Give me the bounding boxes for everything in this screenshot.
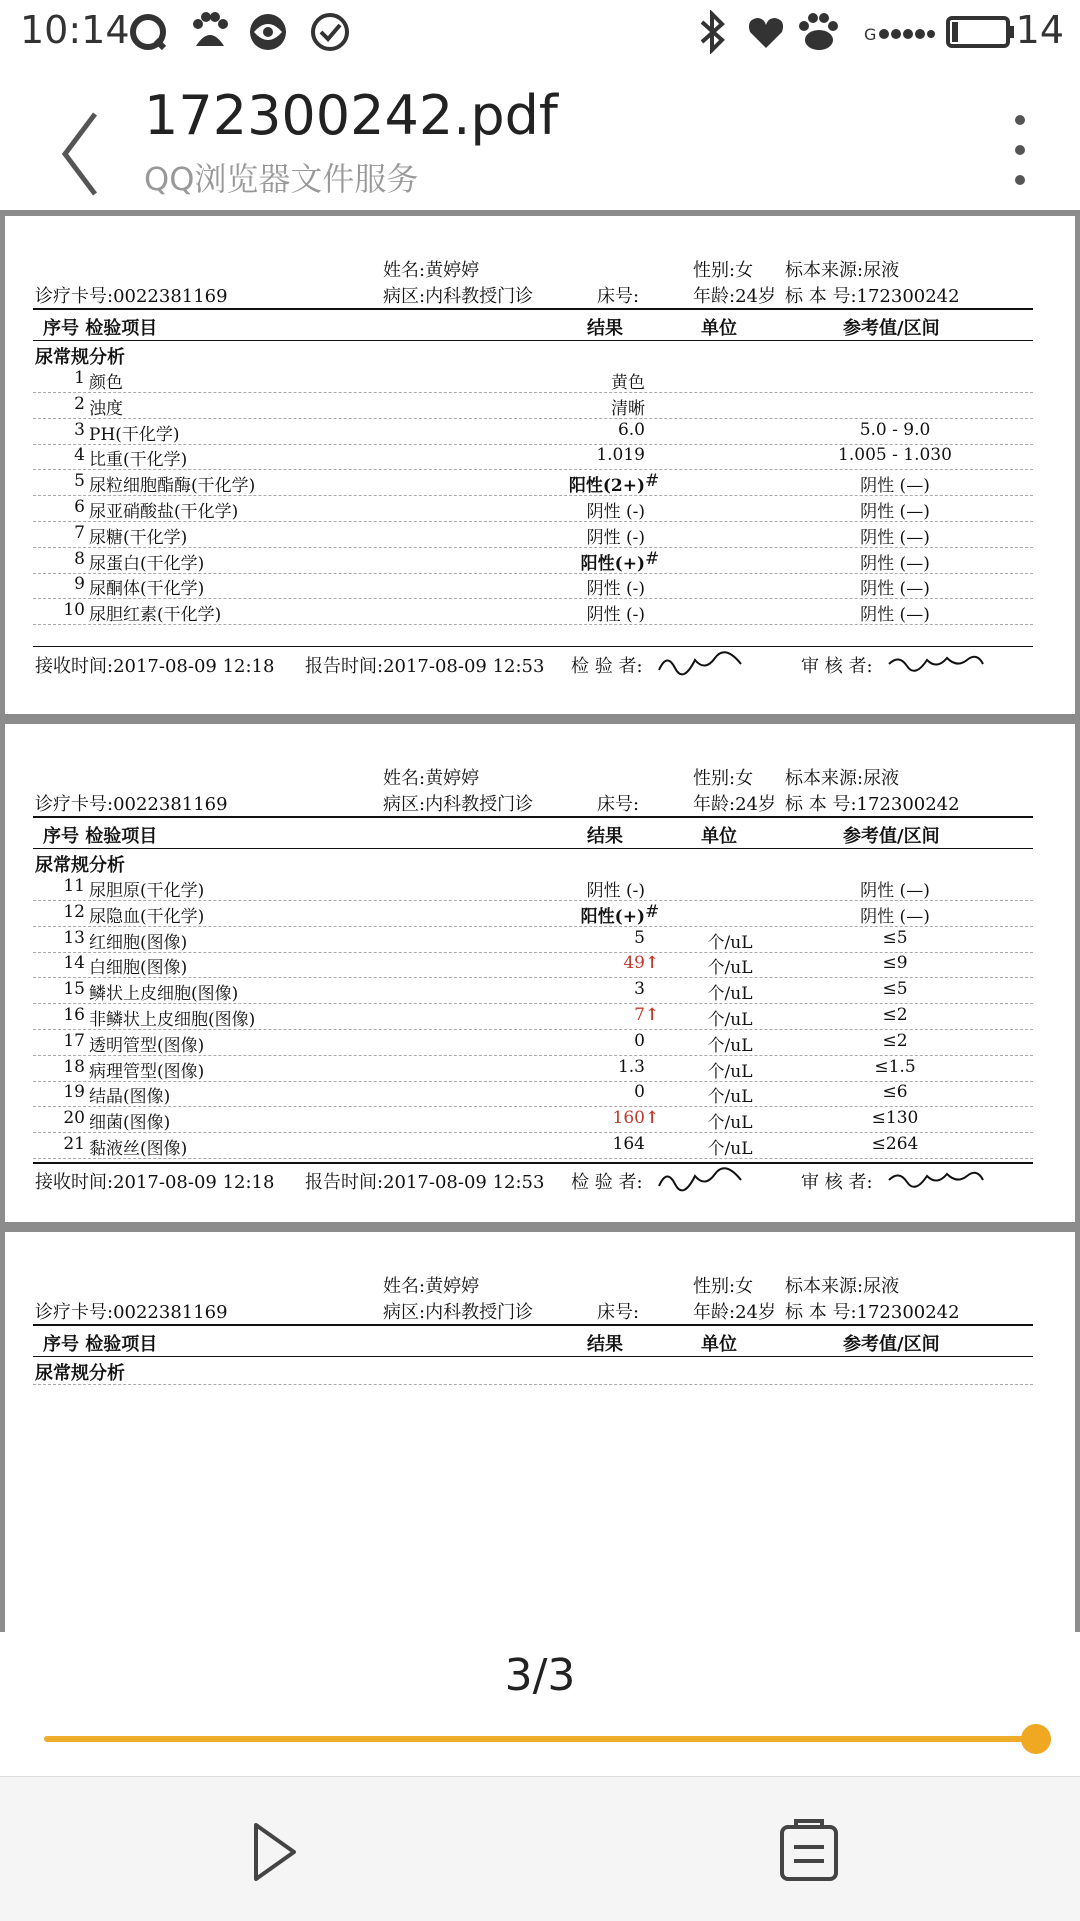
test-name: 透明管型(图像) [89,1035,205,1056]
patient-name: 姓名:黄婷婷 [383,260,480,281]
test-result: 阳性(2+) [568,476,645,497]
inspector-signature [655,650,745,676]
result-flag: ↑ [645,1005,660,1025]
test-result: 49 [623,953,645,974]
col-header-result: 结果 [587,318,623,339]
result-flag: # [645,471,660,492]
divider [33,1162,1033,1164]
specimen-source: 标本来源:尿液 [785,260,900,281]
section-title: 尿常规分析 [35,855,125,876]
test-result: 阴性 (-) [586,527,645,548]
result-row [5,1082,1075,1108]
test-result: 164 [612,1134,645,1154]
patient-age: 年龄:24岁 [693,286,776,307]
reviewer-label: 审 核 者: [801,1172,873,1193]
row-number: 18 [63,1056,85,1077]
row-number: 7 [74,522,85,543]
divider [33,816,1033,818]
test-unit: 个/uL [707,1035,753,1056]
back-icon[interactable] [50,104,110,204]
col-header-item: 序号 检验项目 [43,318,158,339]
test-result: 阳性(+) [580,553,645,574]
reference-range: ≤130 [871,1108,919,1129]
test-name: 尿酮体(干化学) [89,579,205,600]
row-number: 8 [74,548,85,569]
page-indicator: 3/3 [504,1650,576,1701]
col-header-unit: 单位 [701,318,737,339]
row-number: 3 [74,419,85,440]
test-name: 细菌(图像) [89,1113,171,1134]
page-slider-track[interactable] [44,1736,1036,1742]
result-flag: ↑ [645,1108,660,1129]
row-number: 15 [63,979,85,1000]
result-row [5,445,1075,471]
card-number: 诊疗卡号:0022381169 [35,1302,228,1323]
file-title: 172300242.pdf [144,84,558,147]
heart-icon [744,10,788,54]
reference-range: 阴性 (—) [860,881,930,901]
result-row [5,876,1075,902]
test-unit: 个/uL [707,1087,753,1108]
result-flag: ↑ [645,953,660,974]
test-unit: 个/uL [707,932,753,953]
test-name: 浊度 [89,398,123,419]
col-header-ref: 参考值/区间 [843,826,940,847]
section-title: 尿常规分析 [35,1363,125,1384]
patient-gender: 性别:女 [693,1276,754,1297]
inspector-signature [655,1166,745,1192]
reviewer-label: 审 核 者: [801,656,873,677]
page-indicator-panel [0,1632,1080,1776]
baidu-icon [188,10,232,54]
row-number: 21 [63,1134,85,1154]
result-row [5,574,1075,600]
ward: 病区:内科教授门诊 [383,1302,534,1323]
more-options-icon[interactable] [1000,102,1040,198]
reference-range: ≤2 [882,1030,908,1051]
divider [33,340,1033,341]
ward: 病区:内科教授门诊 [383,286,534,307]
bed-number: 床号: [597,794,640,815]
test-unit: 个/uL [707,1010,753,1030]
file-subtitle: QQ浏览器文件服务 [144,160,419,198]
row-number: 10 [63,600,85,621]
test-name: 尿亚硝酸盐(干化学) [89,502,239,522]
test-result: 阴性 (-) [586,579,645,600]
row-number: 11 [63,876,85,896]
ward: 病区:内科教授门诊 [383,794,534,815]
col-header-item: 序号 检验项目 [43,1334,158,1355]
col-header-result: 结果 [587,826,623,847]
paw-icon [796,10,846,54]
specimen-source: 标本来源:尿液 [785,768,900,789]
result-row [5,1057,1075,1083]
reviewer-signature [885,1166,985,1192]
test-name: 病理管型(图像) [89,1061,205,1082]
divider [33,308,1033,310]
result-row [5,497,1075,523]
page-slider-thumb[interactable] [1021,1724,1051,1754]
reported-time: 报告时间:2017-08-09 12:53 [305,1172,545,1193]
test-result: 0 [634,1082,645,1103]
test-name: PH(干化学) [89,424,180,445]
result-row [5,394,1075,420]
col-header-ref: 参考值/区间 [843,318,940,339]
test-result: 5 [634,927,645,948]
patient-gender: 性别:女 [693,260,754,281]
row-number: 14 [63,953,85,974]
result-flag: # [645,901,660,922]
result-row [5,549,1075,575]
result-row [5,979,1075,1005]
test-name: 尿糖(干化学) [89,527,188,548]
test-name: 尿粒细胞酯酶(干化学) [89,476,256,497]
specimen-source: 标本来源:尿液 [785,1276,900,1297]
row-number: 19 [63,1082,85,1103]
reference-range: ≤5 [882,927,908,948]
test-name: 白细胞(图像) [89,958,188,979]
patient-name: 姓名:黄婷婷 [383,768,480,789]
reference-range: 5.0 - 9.0 [859,419,931,440]
result-row [5,471,1075,497]
row-number: 6 [74,497,85,517]
result-row [5,1108,1075,1134]
row-number: 13 [63,927,85,948]
reference-range: 阴性 (—) [860,605,930,626]
row-number: 2 [74,393,85,414]
test-result: 阳性(+) [580,906,645,927]
reference-range: 阴性 (—) [860,527,930,548]
reference-range: 阴性 (—) [860,476,930,497]
result-flag: # [645,548,660,569]
result-row [5,600,1075,626]
reference-range: 阴性 (—) [860,906,930,927]
row-divider [33,1158,1033,1159]
check-circle-icon [308,10,352,54]
specimen-number: 标 本 号:172300242 [785,286,960,307]
browser-icon [246,10,290,54]
test-result: 0 [634,1030,645,1051]
row-number: 17 [63,1030,85,1051]
row-number: 1 [74,368,85,388]
test-result: 清晰 [611,398,645,419]
test-name: 黏液丝(图像) [89,1139,188,1159]
divider [33,646,1033,647]
result-row [5,368,1075,394]
result-row [5,1005,1075,1031]
reference-range: 阴性 (—) [860,579,930,600]
section-title: 尿常规分析 [35,347,125,368]
result-row [5,902,1075,928]
bed-number: 床号: [597,1302,640,1323]
test-name: 颜色 [89,373,123,393]
col-header-unit: 单位 [701,826,737,847]
reference-range: ≤264 [871,1134,919,1154]
bottom-toolbar [0,1776,1080,1921]
divider [33,1356,1033,1357]
bluetooth-icon [690,10,734,54]
test-result: 阴性 (-) [586,502,645,522]
test-result: 6.0 [617,419,645,440]
test-name: 尿胆红素(干化学) [89,605,222,626]
pdf-page-2 [5,724,1075,1222]
signal-icon [864,10,936,54]
reference-range: ≤1.5 [874,1056,916,1077]
reference-range: 阴性 (—) [860,502,930,522]
qq-icon [126,10,170,54]
test-unit: 个/uL [707,1139,753,1159]
test-result: 1.3 [617,1056,645,1077]
result-row [5,953,1075,979]
test-result: 1.019 [596,445,645,466]
test-name: 尿胆原(干化学) [89,881,205,901]
col-header-unit: 单位 [701,1334,737,1355]
specimen-number: 标 本 号:172300242 [785,1302,960,1323]
card-number: 诊疗卡号:0022381169 [35,794,228,815]
test-result: 阴性 (-) [586,881,645,901]
col-header-ref: 参考值/区间 [843,1334,940,1355]
test-result: 3 [634,979,645,1000]
test-name: 结晶(图像) [89,1087,171,1108]
reference-range: 阴性 (—) [860,553,930,574]
row-divider [33,1384,1033,1385]
test-unit: 个/uL [707,1061,753,1082]
reference-range: ≤5 [882,979,908,1000]
patient-age: 年龄:24岁 [693,794,776,815]
test-name: 尿蛋白(干化学) [89,553,205,574]
svg-text:G: G [864,25,877,44]
test-name: 比重(干化学) [89,450,188,471]
bookmark-list-icon[interactable] [774,1817,844,1887]
divider [33,848,1033,849]
result-row [5,523,1075,549]
test-result: 7 [634,1005,645,1025]
received-time: 接收时间:2017-08-09 12:18 [35,656,275,677]
row-number: 20 [63,1108,85,1129]
battery-level: 14 [1015,8,1064,52]
app-header [0,64,1080,210]
card-number: 诊疗卡号:0022381169 [35,286,228,307]
test-result: 黄色 [611,373,645,393]
row-number: 9 [74,574,85,595]
patient-age: 年龄:24岁 [693,1302,776,1323]
row-number: 12 [63,901,85,922]
pdf-viewer[interactable] [0,210,1080,1632]
reference-range: ≤9 [882,953,908,974]
pdf-page-1 [5,216,1075,714]
play-icon[interactable] [238,1817,308,1887]
test-unit: 个/uL [707,958,753,979]
test-name: 非鳞状上皮细胞(图像) [89,1010,256,1030]
result-row [5,1031,1075,1057]
row-number: 5 [74,471,85,492]
test-name: 红细胞(图像) [89,932,188,953]
reference-range: ≤2 [882,1005,908,1025]
col-header-result: 结果 [587,1334,623,1355]
patient-name: 姓名:黄婷婷 [383,1276,480,1297]
reported-time: 报告时间:2017-08-09 12:53 [305,656,545,677]
row-number: 16 [63,1005,85,1025]
reference-range: 1.005 - 1.030 [838,445,952,466]
test-name: 鳞状上皮细胞(图像) [89,984,239,1005]
status-bar [0,0,1080,64]
test-unit: 个/uL [707,1113,753,1134]
row-divider [33,624,1033,625]
test-result: 阴性 (-) [586,605,645,626]
row-number: 4 [74,445,85,466]
inspector-label: 检 验 者: [571,1172,643,1193]
pdf-page-3 [5,1232,1075,1632]
reference-range: ≤6 [882,1082,908,1103]
col-header-item: 序号 检验项目 [43,826,158,847]
result-row [5,928,1075,954]
status-time: 10:14 [20,8,130,52]
patient-gender: 性别:女 [693,768,754,789]
test-unit: 个/uL [707,984,753,1005]
specimen-number: 标 本 号:172300242 [785,794,960,815]
battery-icon [946,10,1016,54]
test-result: 160 [612,1108,645,1129]
reviewer-signature [885,650,985,676]
inspector-label: 检 验 者: [571,656,643,677]
bed-number: 床号: [597,286,640,307]
divider [33,1324,1033,1326]
received-time: 接收时间:2017-08-09 12:18 [35,1172,275,1193]
test-name: 尿隐血(干化学) [89,906,205,927]
result-row [5,1134,1075,1160]
result-row [5,420,1075,446]
